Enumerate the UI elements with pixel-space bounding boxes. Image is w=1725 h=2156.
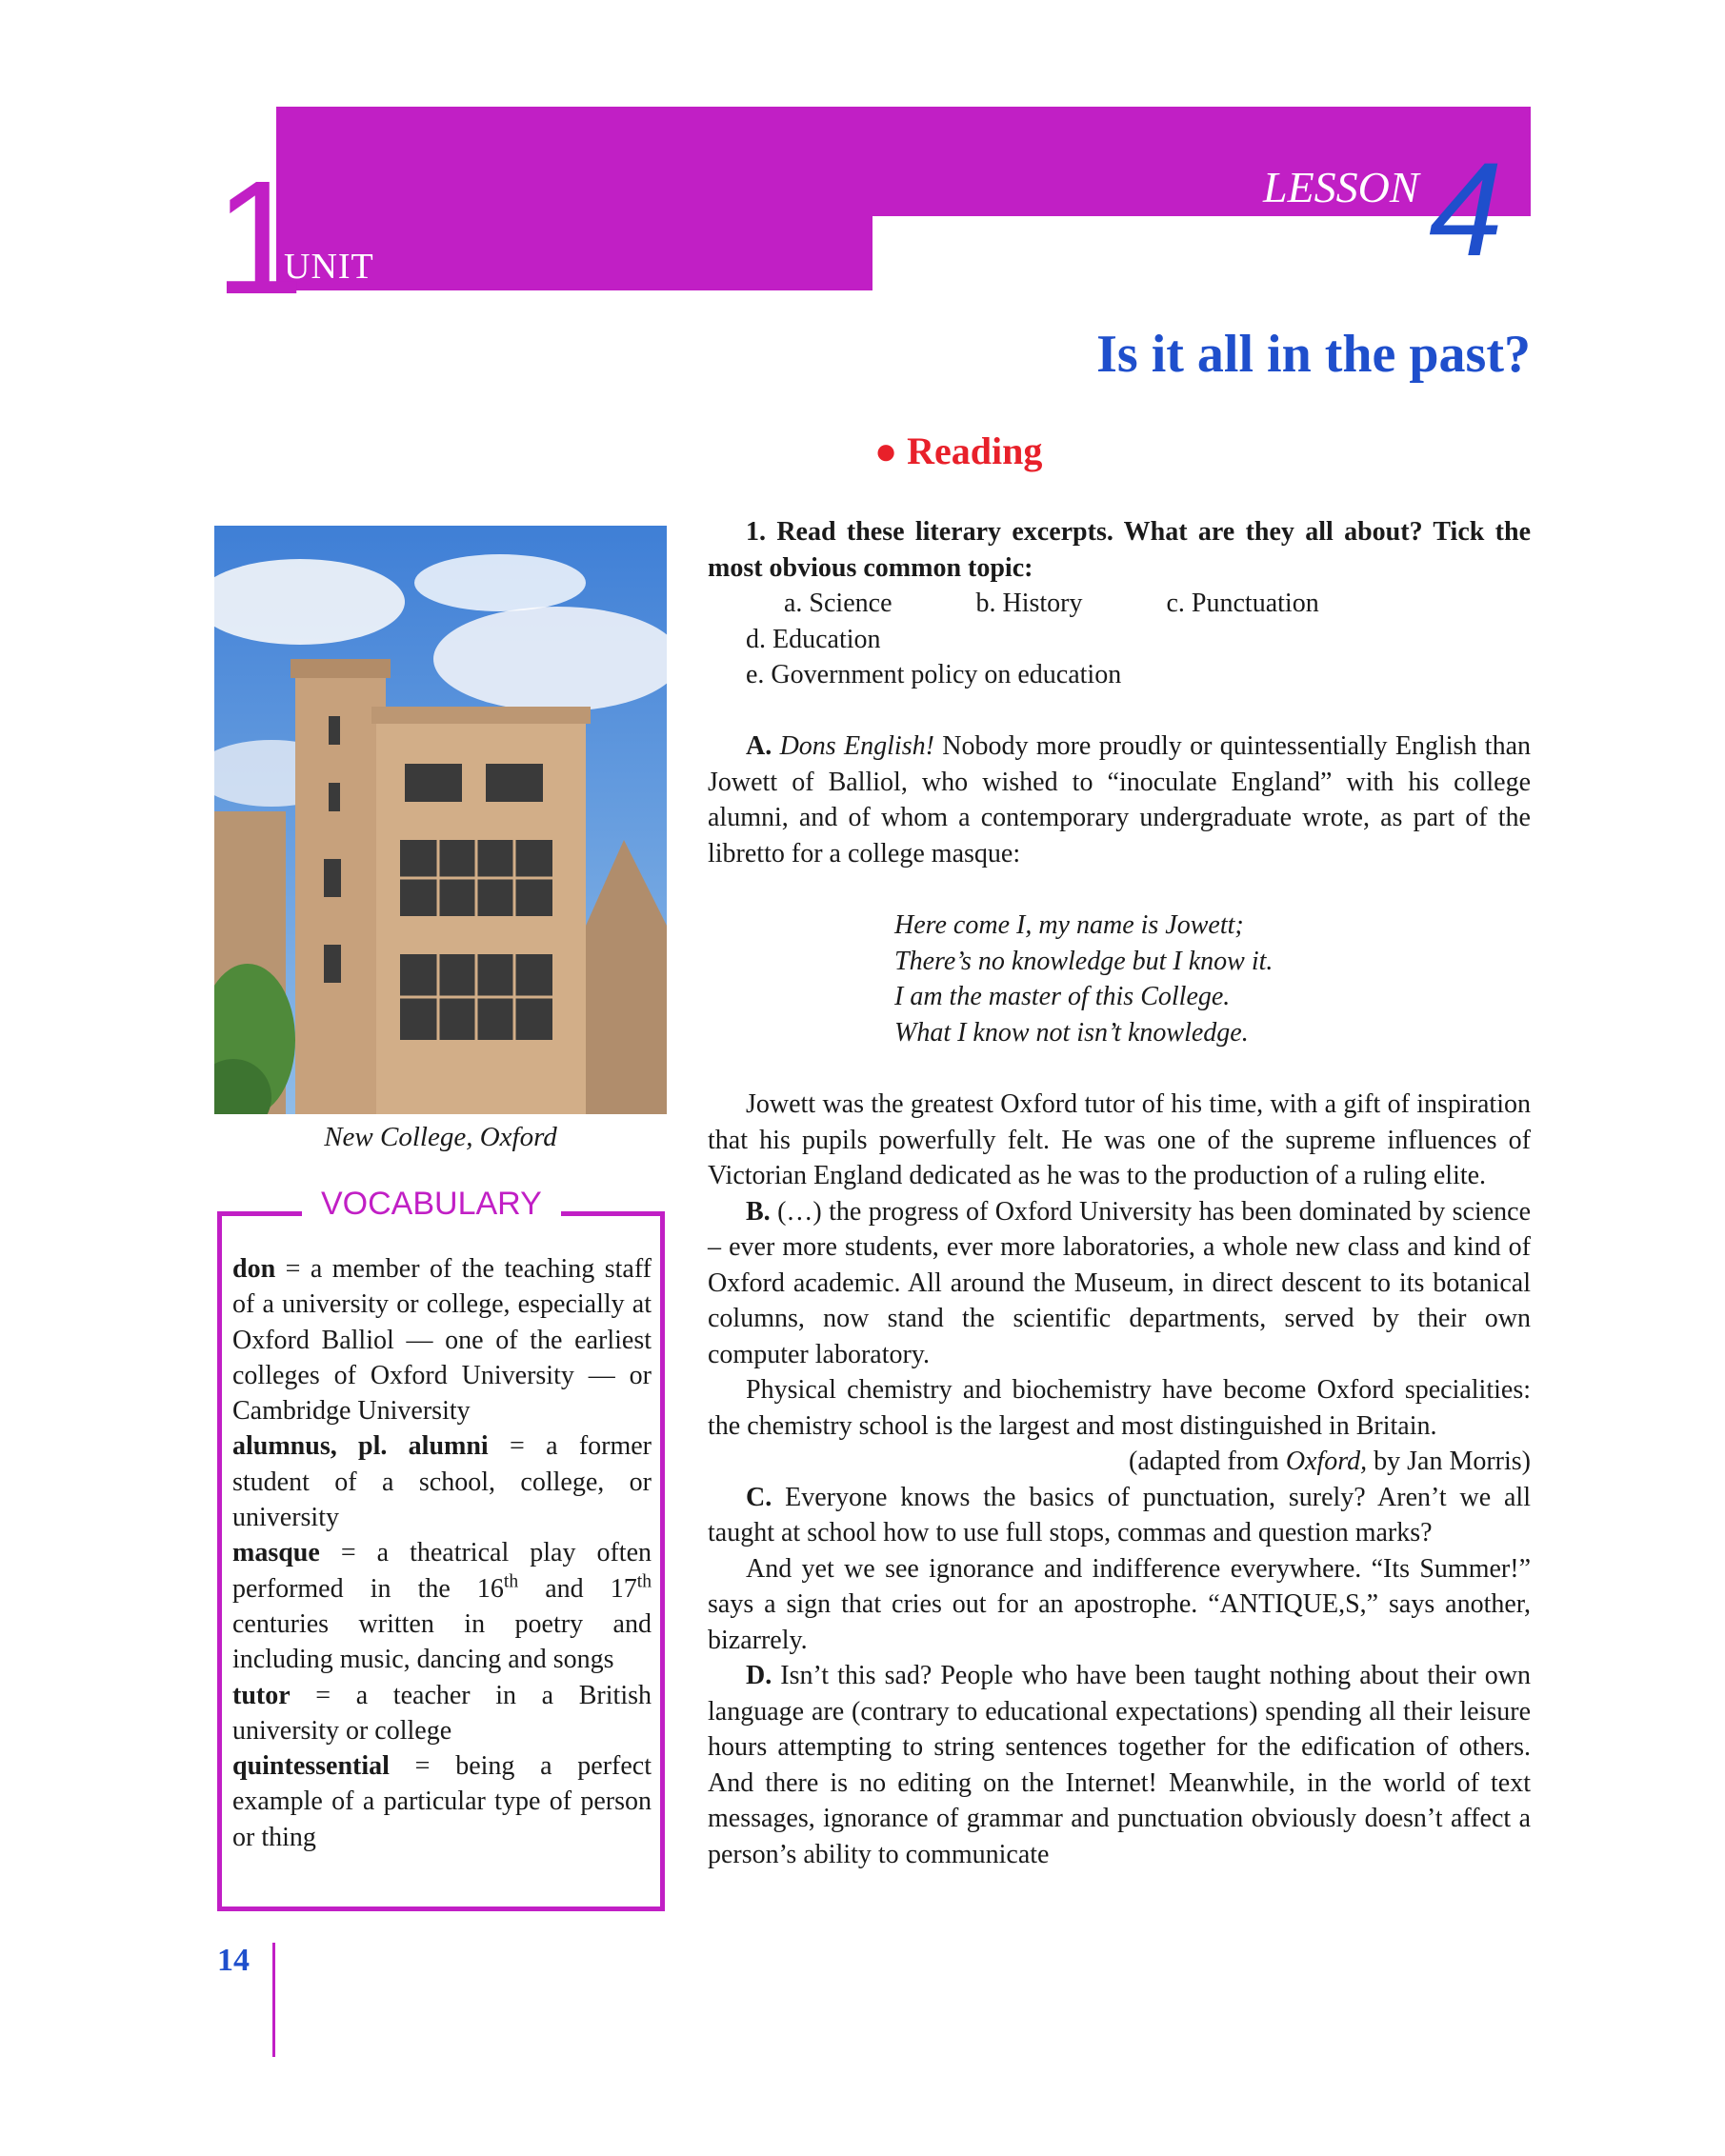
vocab-term: tutor <box>232 1680 291 1710</box>
page-number: 14 <box>217 1943 250 1978</box>
photo-caption: New College, Oxford <box>324 1122 557 1152</box>
vocab-term: don <box>232 1254 276 1284</box>
excerpt-b-text: (…) the progress of Oxford University has been dominated by science – ever more students, ever more laboratories, a whole new class and kind of Oxford academic. All around the Museum, in direct descent to its botanical columns, now stand the scientific departments, served by their own computer laboratory. <box>708 1196 1531 1369</box>
vocab-term: quintessential <box>232 1751 390 1782</box>
excerpt-a-italic: Dons English! <box>779 731 934 761</box>
page-title: Is it all in the past? <box>1096 325 1531 384</box>
source-title: Oxford, <box>1285 1447 1368 1476</box>
vocab-definition: = a former student of a school, college, or university <box>232 1431 652 1533</box>
excerpt-a-continued: Jowett was the greatest Oxford tutor of his time, with a gift of inspiration that his pupils powerfully felt. He was one of the supreme influences of Victorian England dedicated as he was to the production of a ruling elite. <box>708 1089 1531 1190</box>
vocab-entry <box>232 1678 652 1749</box>
section-heading: ● Reading <box>874 429 1043 472</box>
vocab-entry <box>232 1251 652 1428</box>
vocab-entry <box>232 1535 652 1677</box>
vocabulary-list <box>232 1251 652 1855</box>
excerpt-a <box>708 729 1531 871</box>
reading-column <box>708 514 1531 1872</box>
unit-number: 1 <box>214 148 299 329</box>
poem-line: Here come I, my name is Jowett; <box>894 910 1244 940</box>
vocab-entry <box>232 1428 652 1535</box>
vocab-definition: = being a perfect example of a particular type of person or thing <box>232 1751 652 1852</box>
unit-label: UNIT <box>284 247 374 287</box>
excerpt-b-source <box>708 1444 1531 1480</box>
lesson-label: LESSON <box>1263 163 1419 211</box>
source-prefix: (adapted from <box>1129 1447 1286 1476</box>
option-d[interactable]: d. Education <box>746 624 881 654</box>
task-options <box>708 586 1531 657</box>
vocab-definition-mid: and 17 <box>518 1573 637 1604</box>
vocab-entry <box>232 1748 652 1855</box>
vocab-term: alumnus, pl. alumni <box>232 1431 489 1462</box>
option-b[interactable]: b. History <box>975 589 1083 618</box>
excerpt-c <box>708 1480 1531 1551</box>
option-a[interactable]: a. Science <box>784 589 893 618</box>
excerpt-b <box>708 1194 1531 1373</box>
option-c[interactable]: c. Punctuation <box>1166 589 1319 618</box>
excerpt-b-continued: Physical chemistry and biochemistry have become Oxford specialities: the chemistry school is the largest and most distinguished in Britain. <box>708 1375 1531 1441</box>
task-question: 1. Read these literary excerpts. What are they all about? Tick the most obvious common topic: <box>708 517 1531 583</box>
vocab-definition: = a theatrical play often performed in the 16 <box>232 1538 652 1604</box>
college-photo <box>214 526 667 1114</box>
vocab-definition: = a teacher in a British university or college <box>232 1680 652 1746</box>
poem-line: What I know not isn’t knowledge. <box>894 1017 1249 1048</box>
excerpt-c-text: Everyone knows the basics of punctuation, surely? Aren’t we all taught at school how to use full stops, commas and question marks? <box>708 1482 1531 1547</box>
vocab-term: masque <box>232 1538 320 1568</box>
vocab-definition-end: centuries written in poetry and including music, dancing and songs <box>232 1608 652 1675</box>
superscript: th <box>636 1571 652 1592</box>
excerpt-c-continued: And yet we see ignorance and indifference everywhere. “Its Summer!” says a sign that cries out for an apostrophe. “ANTIQUE,S,” says another, bizarrely. <box>708 1553 1531 1655</box>
option-e[interactable]: e. Government policy on education <box>746 660 1122 689</box>
superscript: th <box>503 1571 519 1592</box>
excerpt-d <box>708 1658 1531 1872</box>
excerpt-label: D. <box>746 1661 772 1690</box>
vocab-definition: = a member of the teaching staff of a university or college, especially at Oxford Balliol — one of the earliest colleges of Oxford University — or Cambridge University <box>232 1254 652 1427</box>
vocabulary-heading: VOCABULARY <box>302 1186 561 1223</box>
poem-line: I am the master of this College. <box>894 982 1231 1011</box>
excerpt-a-text: Nobody more proudly or quintessentially English than Jowett of Balliol, who wished to “inoculate England” with his college alumni, and of whom a contemporary undergraduate wrote, as part of the libretto for a college masque: <box>708 731 1532 868</box>
source-author: by Jan Morris) <box>1367 1447 1531 1476</box>
excerpt-label: B. <box>746 1196 771 1227</box>
excerpt-label: C. <box>746 1482 772 1512</box>
excerpt-label: A. <box>746 731 772 761</box>
poem <box>894 908 1531 1050</box>
excerpt-d-text: Isn’t this sad? People who have been taught nothing about their own language are (contrary to educational expectations) spending all their leisure hours attempting to string sentences together for the edification of others. And there is no editing on the Internet! Meanwhile, in the world of text messages, ignorance of grammar and punctuation obviously doesn’t affect a person’s ability to communicate <box>708 1661 1531 1869</box>
page-number-rule <box>272 1943 275 2057</box>
poem-line: There’s no knowledge but I know it. <box>894 946 1274 976</box>
lesson-number: 4 <box>1429 134 1503 284</box>
